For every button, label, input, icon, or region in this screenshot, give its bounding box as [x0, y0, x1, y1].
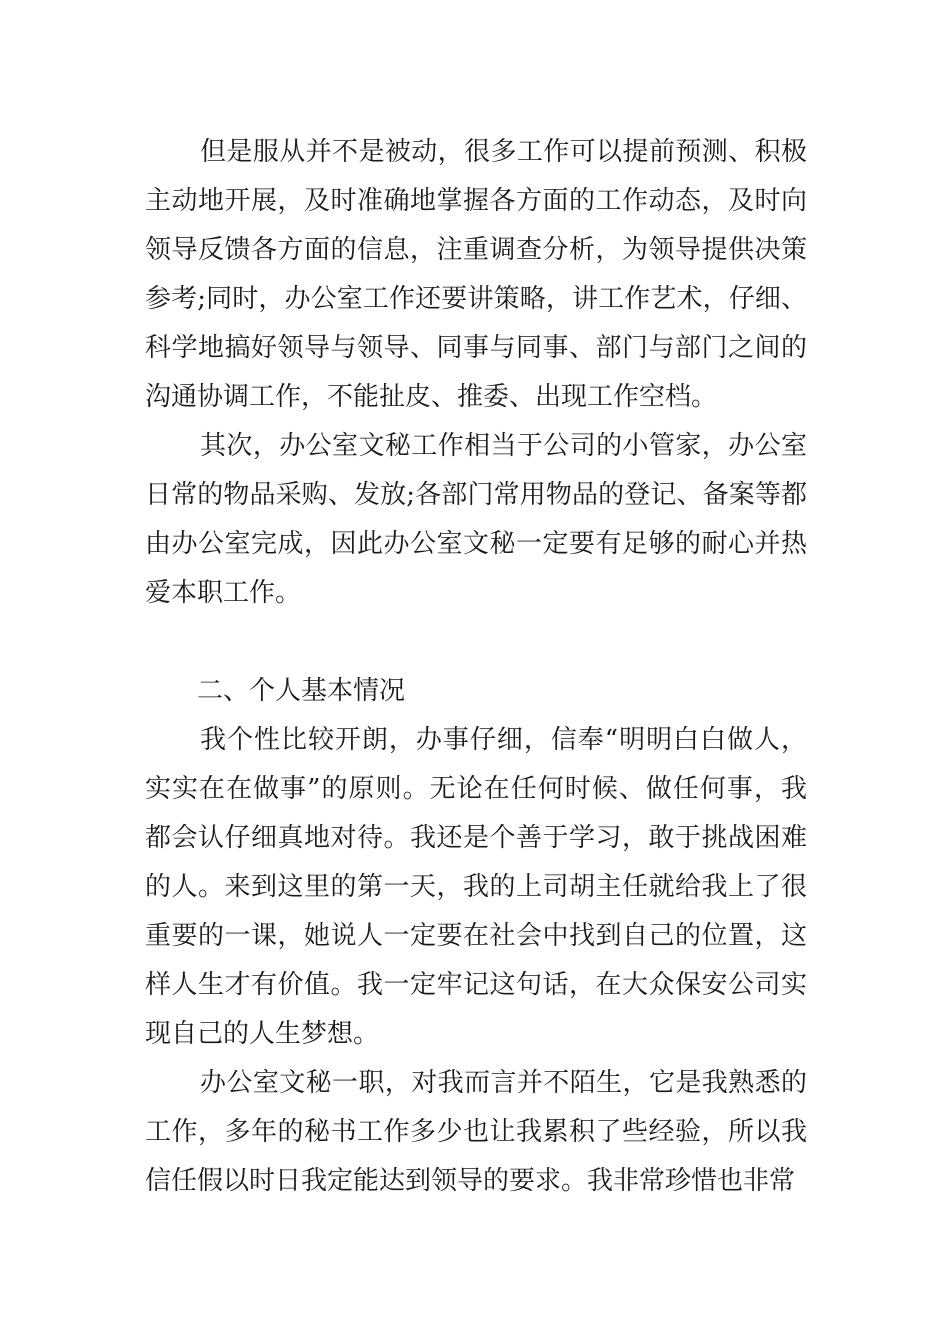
- paragraph-office-steward: 其次，办公室文秘工作相当于公司的小管家，办公室日常的物品采购、发放;各部门常用物品的登记、备案等都由办公室完成，因此办公室文秘一定要有足够的耐心并热爱本职工作。: [145, 431, 807, 608]
- paragraph-personality: 我个性比较开朗，办事仔细，信奉“明明白白做人，实实在在做事”的原则。无论在任何时候、做任何事，我都会认仔细真地对待。我还是个善于学习，敢于挑战困难的人。来到这里的第一天，我的上司胡主任就给我上了很重要的一课，她说人一定要在社会中找到自己的位置，这样人生才有价值。我一定牢记这句话，在大众保安公司实现自己的人生梦想。: [145, 725, 807, 1049]
- paragraph-secretary-experience: 办公室文秘一职，对我而言并不陌生，它是我熟悉的工作，多年的秘书工作多少也让我累积了些经验，所以我信任假以时日我定能达到领导的要求。我非常珍惜也非常: [145, 1068, 807, 1196]
- paragraph-obedience: 但是服从并不是被动，很多工作可以提前预测、积极主动地开展，及时准确地掌握各方面的工作动态，及时向领导反馈各方面的信息，注重调查分析，为领导提供决策参考;同时，办公室工作还要讲策略，讲工作艺术，仔细、科学地搞好领导与领导、同事与同事、部门与部门之间的沟通协调工作，不能扯皮、推委、出现工作空档。: [145, 137, 807, 412]
- document-body: [145, 128, 807, 1206]
- section-heading-personal-info: 二、个人基本情况: [197, 676, 406, 706]
